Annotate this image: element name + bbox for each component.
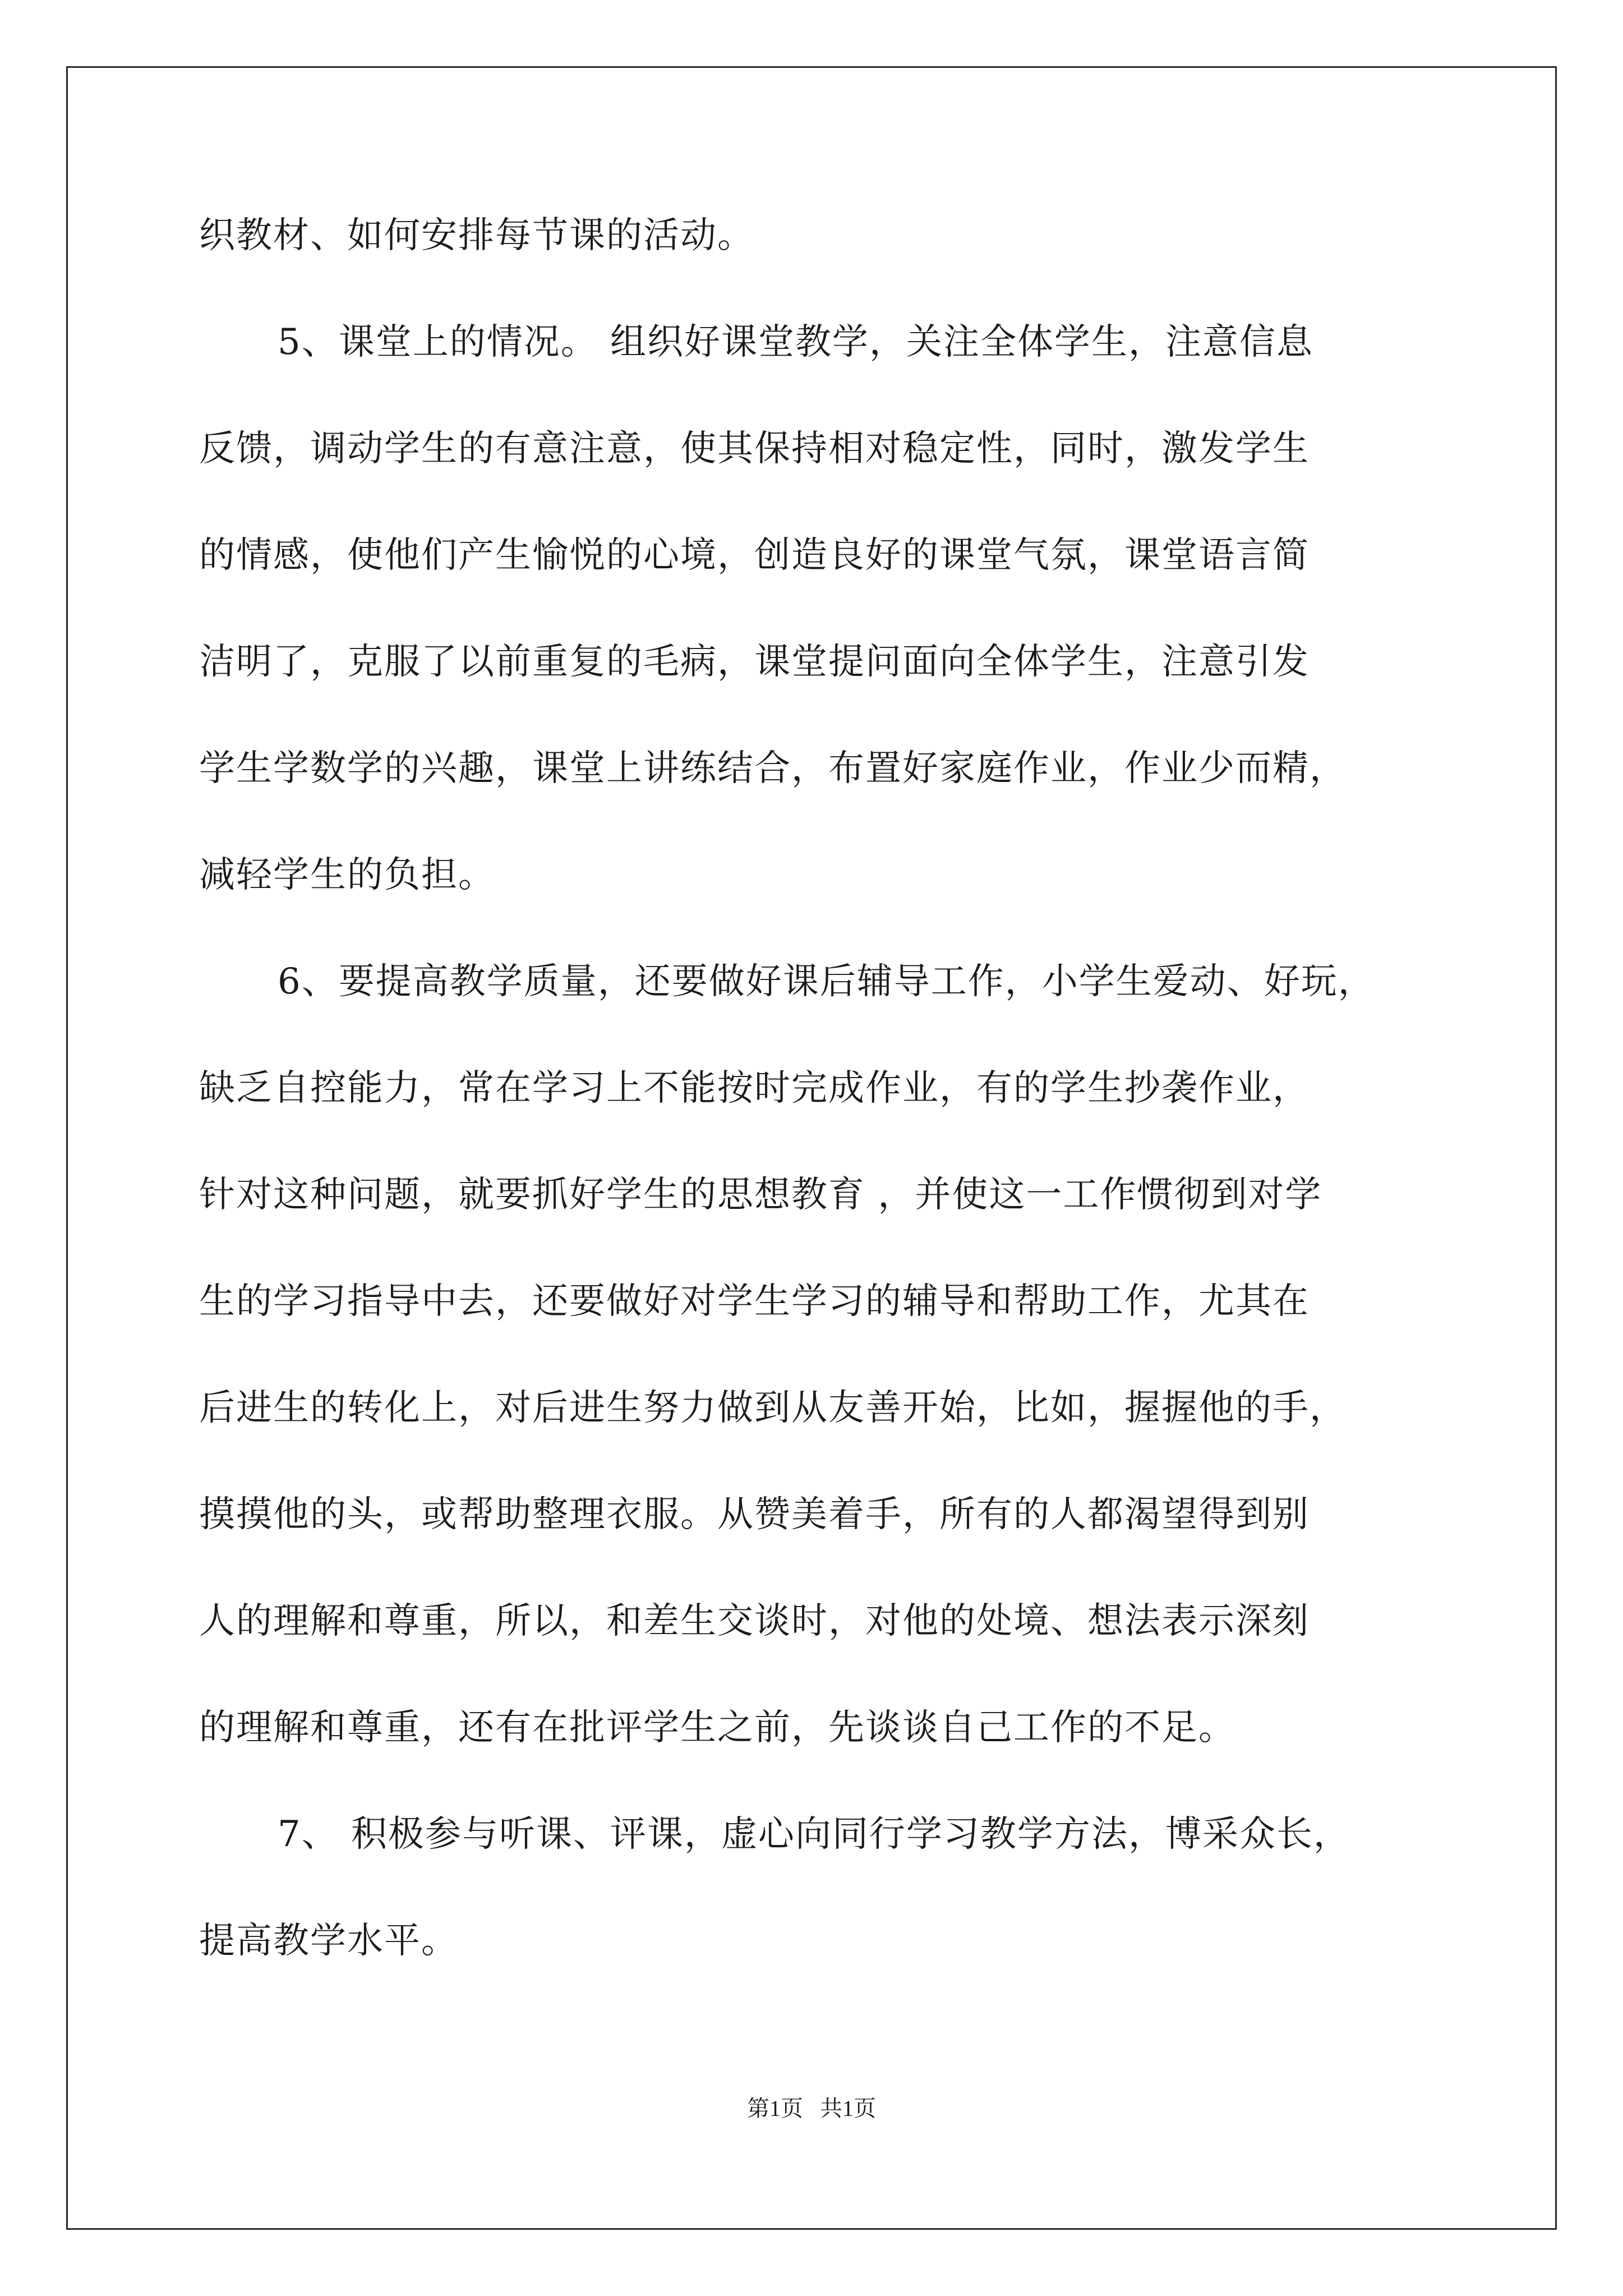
page-border <box>66 66 1557 2230</box>
text-line: 反馈，调动学生的有意注意，使其保持相对稳定性，同时，激发学生 <box>199 428 1310 470</box>
text-line: 6、要提高教学质量，还要做好课后辅导工作，小学生爱动、好玩， <box>278 961 1375 1002</box>
text-line: 针对这种问题，就要抓好学生的思想教育 ，并使这一工作惯彻到对学 <box>199 1174 1322 1216</box>
text-line: 生的学习指导中去，还要做好对学生学习的辅导和帮助工作，尤其在 <box>199 1281 1310 1322</box>
text-line: 摸摸他的头，或帮助整理衣服。从赞美着手，所有的人都渴望得到别 <box>199 1494 1310 1535</box>
text-line: 缺乏自控能力，常在学习上不能按时完成作业，有的学生抄袭作业， <box>199 1068 1310 1109</box>
page-number-footer: 第1页 共1页 <box>747 2096 876 2121</box>
text-line: 的情感，使他们产生愉悦的心境，创造良好的课堂气氛，课堂语言简 <box>199 535 1310 576</box>
text-line: 人的理解和尊重，所以，和差生交谈时，对他的处境、想法表示深刻 <box>199 1600 1310 1642</box>
text-line: 7、 积极参与听课、评课，虚心向同行学习教学方法，博采众长， <box>278 1814 1351 1855</box>
text-line: 织教材、如何安排每节课的活动。 <box>199 215 754 256</box>
text-line: 后进生的转化上，对后进生努力做到从友善开始，比如，握握他的手， <box>199 1387 1347 1429</box>
text-line: 5、课堂上的情况。 组织好课堂教学，关注全体学生，注意信息 <box>278 321 1314 363</box>
text-line: 减轻学生的负担。 <box>199 854 495 896</box>
text-line: 的理解和尊重，还有在批评学生之前，先谈谈自己工作的不足。 <box>199 1707 1235 1749</box>
text-line: 提高教学水平。 <box>199 1920 458 1962</box>
text-line: 学生学数学的兴趣，课堂上讲练结合，布置好家庭作业，作业少而精， <box>199 748 1347 789</box>
text-line: 洁明了，克服了以前重复的毛病，课堂提问面向全体学生，注意引发 <box>199 641 1310 683</box>
